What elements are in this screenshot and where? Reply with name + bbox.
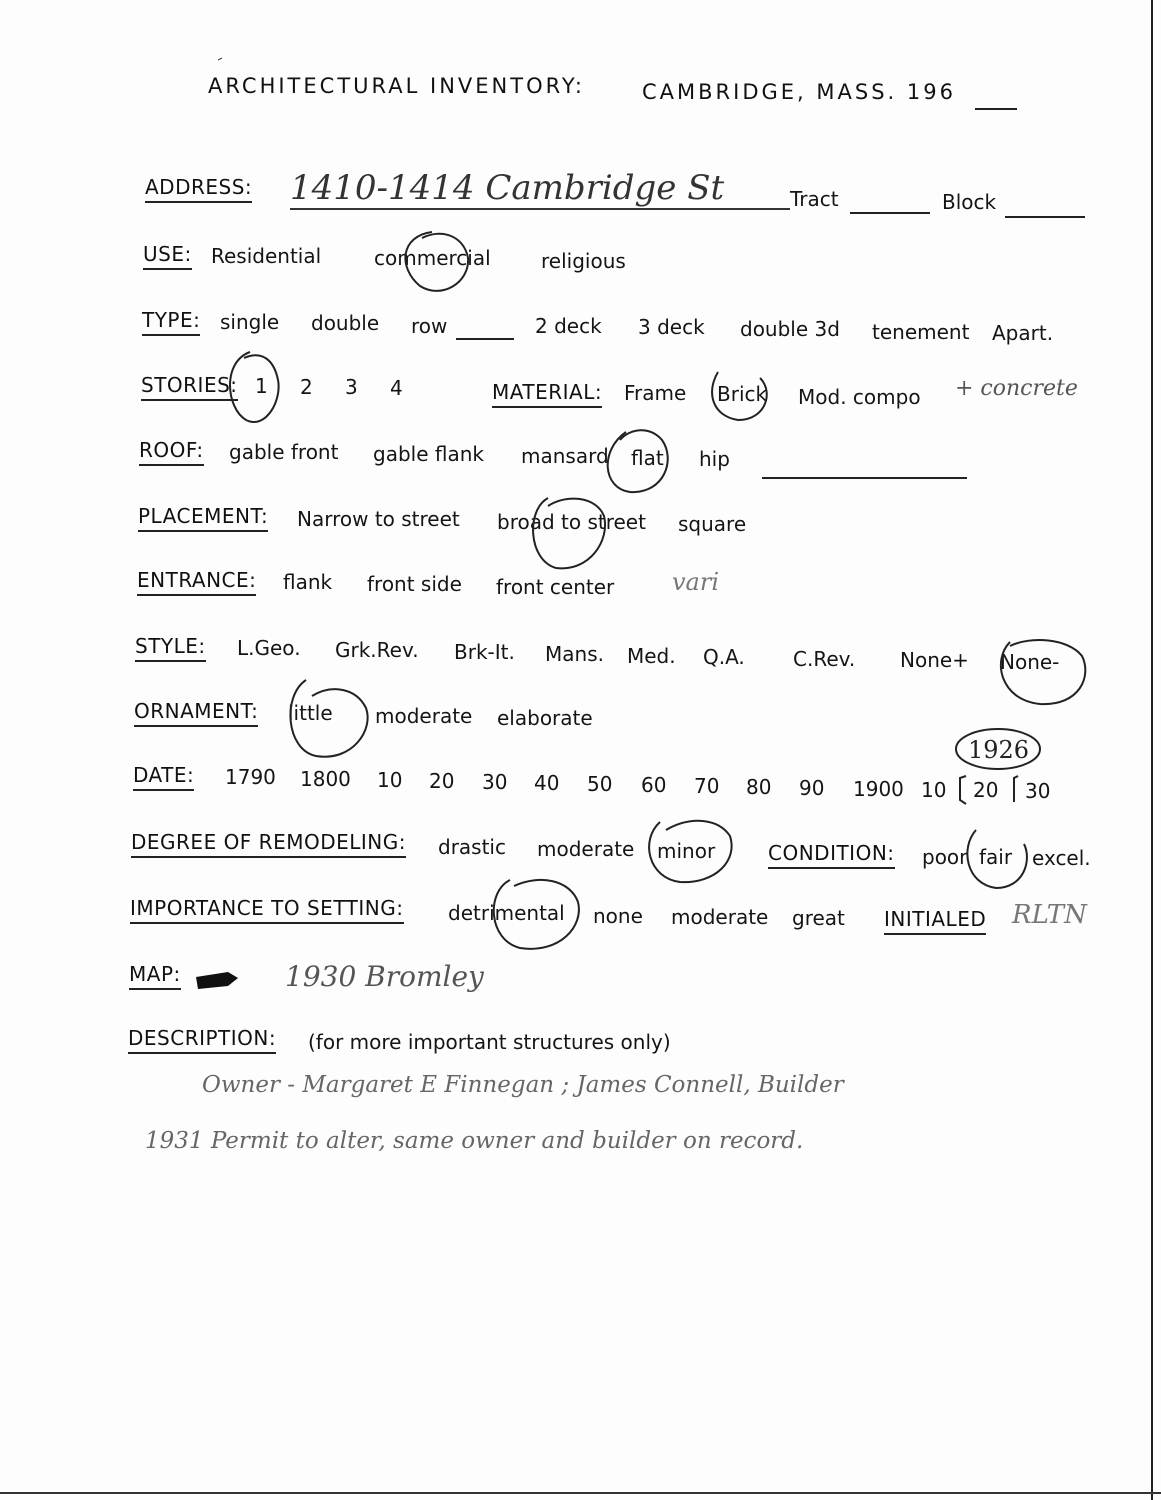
roof-option-gable-front: gable front [229, 440, 339, 464]
material-option-frame: Frame [624, 381, 687, 405]
type-option-single: single [220, 310, 280, 334]
ornament-option-moderate: moderate [375, 704, 473, 728]
stories-option-4: 4 [390, 376, 403, 400]
block-blank [1005, 214, 1085, 218]
condition-label: CONDITION: [768, 841, 895, 869]
style-option-none-minus: None- [1000, 650, 1060, 674]
material-label: MATERIAL: [492, 380, 602, 408]
address-value: 1410-1414 Cambridge St [290, 168, 790, 210]
map-value: 1930 Bromley [285, 960, 484, 993]
date-option-1790: 1790 [225, 765, 276, 789]
type-option-2-deck: 2 deck [535, 314, 602, 338]
form-title: ARCHITECTURAL INVENTORY: [208, 74, 585, 98]
page-edge-right [1151, 0, 1153, 1500]
initialed-label: INITIALED [884, 907, 986, 935]
ornament-option-little: little [288, 701, 333, 725]
address-label: ADDRESS: [145, 175, 252, 203]
style-option-med: Med. [627, 644, 676, 668]
placement-option-narrow: Narrow to street [297, 507, 460, 531]
type-option-row: row [411, 314, 448, 338]
material-handwritten: + concrete [955, 376, 1078, 401]
tract-label: Tract [790, 187, 839, 211]
date-label: DATE: [133, 763, 194, 791]
date-option-1890: 90 [799, 776, 825, 800]
initialed-value: RLTN [1012, 900, 1087, 930]
ornament-label: ORNAMENT: [134, 699, 258, 727]
use-option-residential: Residential [211, 244, 322, 268]
tract-blank [850, 210, 930, 214]
importance-label: IMPORTANCE TO SETTING: [130, 896, 404, 924]
date-handwritten: 1926 [968, 736, 1030, 764]
date-option-1880: 80 [746, 775, 772, 799]
roof-option-gable-flank: gable flank [373, 442, 484, 466]
use-option-commercial: commercial [374, 246, 491, 270]
description-label: DESCRIPTION: [128, 1026, 276, 1054]
roof-label: ROOF: [139, 438, 204, 466]
map-label: MAP: [129, 962, 181, 990]
placement-label: PLACEMENT: [138, 504, 268, 532]
date-option-1900: 1900 [853, 777, 904, 801]
map-pointer-blot [196, 972, 238, 989]
description-line1: Owner - Margaret E Finnegan ; James Connell, Builder [202, 1072, 844, 1098]
date-option-1870: 70 [694, 774, 720, 798]
importance-option-detrimental: detrimental [448, 901, 565, 925]
style-option-mans: Mans. [545, 642, 604, 666]
type-option-apart: Apart. [992, 321, 1054, 345]
style-option-crev: C.Rev. [793, 647, 856, 671]
material-option-mod-compo: Mod. compo [798, 385, 921, 409]
stories-option-2: 2 [300, 375, 313, 399]
condition-option-poor: poor [922, 845, 968, 869]
type-option-double: double [311, 311, 380, 335]
style-option-brkit: Brk-It. [454, 640, 515, 664]
placement-option-square: square [678, 512, 747, 536]
importance-option-moderate: moderate [671, 905, 769, 929]
roof-option-flat: flat [631, 446, 664, 470]
type-label: TYPE: [142, 308, 200, 336]
description-note: (for more important structures only) [308, 1030, 671, 1054]
date-option-1840: 40 [534, 771, 560, 795]
roof-option-hip: hip [699, 447, 730, 471]
date-option-1820: 20 [429, 769, 455, 793]
entrance-handwritten: vari [672, 568, 720, 596]
date-option-1930: 30 [1025, 779, 1051, 803]
entrance-option-front-side: front side [367, 572, 462, 596]
stories-option-3: 3 [345, 375, 358, 399]
date-option-1860: 60 [641, 773, 667, 797]
description-line2: 1931 Permit to alter, same owner and builder on record. [145, 1128, 804, 1154]
remodeling-option-drastic: drastic [438, 835, 506, 859]
row-blank [456, 336, 514, 340]
date-option-1850: 50 [587, 772, 613, 796]
roof-option-mansard: mansard [521, 444, 609, 468]
style-option-none-plus: None+ [900, 648, 969, 672]
type-option-3-deck: 3 deck [638, 315, 705, 339]
style-option-lgeo: L.Geo. [237, 636, 301, 660]
roof-other-blank [762, 475, 967, 479]
use-label: USE: [143, 242, 192, 270]
placement-option-broad: broad to street [497, 510, 646, 534]
date-option-1910: 10 [921, 778, 947, 802]
title-tick [218, 58, 222, 60]
style-label: STYLE: [135, 634, 206, 662]
use-option-religious: religious [541, 249, 626, 273]
style-option-grkrev: Grk.Rev. [335, 638, 419, 662]
type-option-double-3d: double 3d [740, 317, 840, 341]
entrance-label: ENTRANCE: [137, 568, 256, 596]
date-option-1920: 20 [973, 778, 999, 802]
page-edge-bottom [0, 1492, 1161, 1494]
entrance-option-flank: flank [283, 570, 333, 594]
importance-option-none: none [593, 904, 643, 928]
date-option-1800: 1800 [300, 767, 351, 791]
form-city: CAMBRIDGE, MASS. 196 [642, 80, 956, 104]
condition-option-excel: excel. [1032, 846, 1091, 870]
importance-option-great: great [792, 906, 845, 930]
date-option-1810: 10 [377, 768, 403, 792]
ornament-option-elaborate: elaborate [497, 706, 593, 730]
block-label: Block [942, 190, 997, 214]
year-blank [975, 106, 1017, 110]
type-option-tenement: tenement [872, 320, 970, 344]
stories-label: STORIES: [141, 373, 238, 401]
style-option-qa: Q.A. [703, 645, 745, 669]
remodeling-label: DEGREE OF REMODELING: [131, 830, 406, 858]
stories-option-1: 1 [255, 374, 268, 398]
condition-option-fair: fair [979, 845, 1013, 869]
remodeling-option-minor: minor [657, 839, 716, 863]
material-option-brick: Brick [717, 382, 768, 406]
remodeling-option-moderate: moderate [537, 837, 635, 861]
date-option-1830: 30 [482, 770, 508, 794]
entrance-option-front-center: front center [496, 575, 615, 599]
